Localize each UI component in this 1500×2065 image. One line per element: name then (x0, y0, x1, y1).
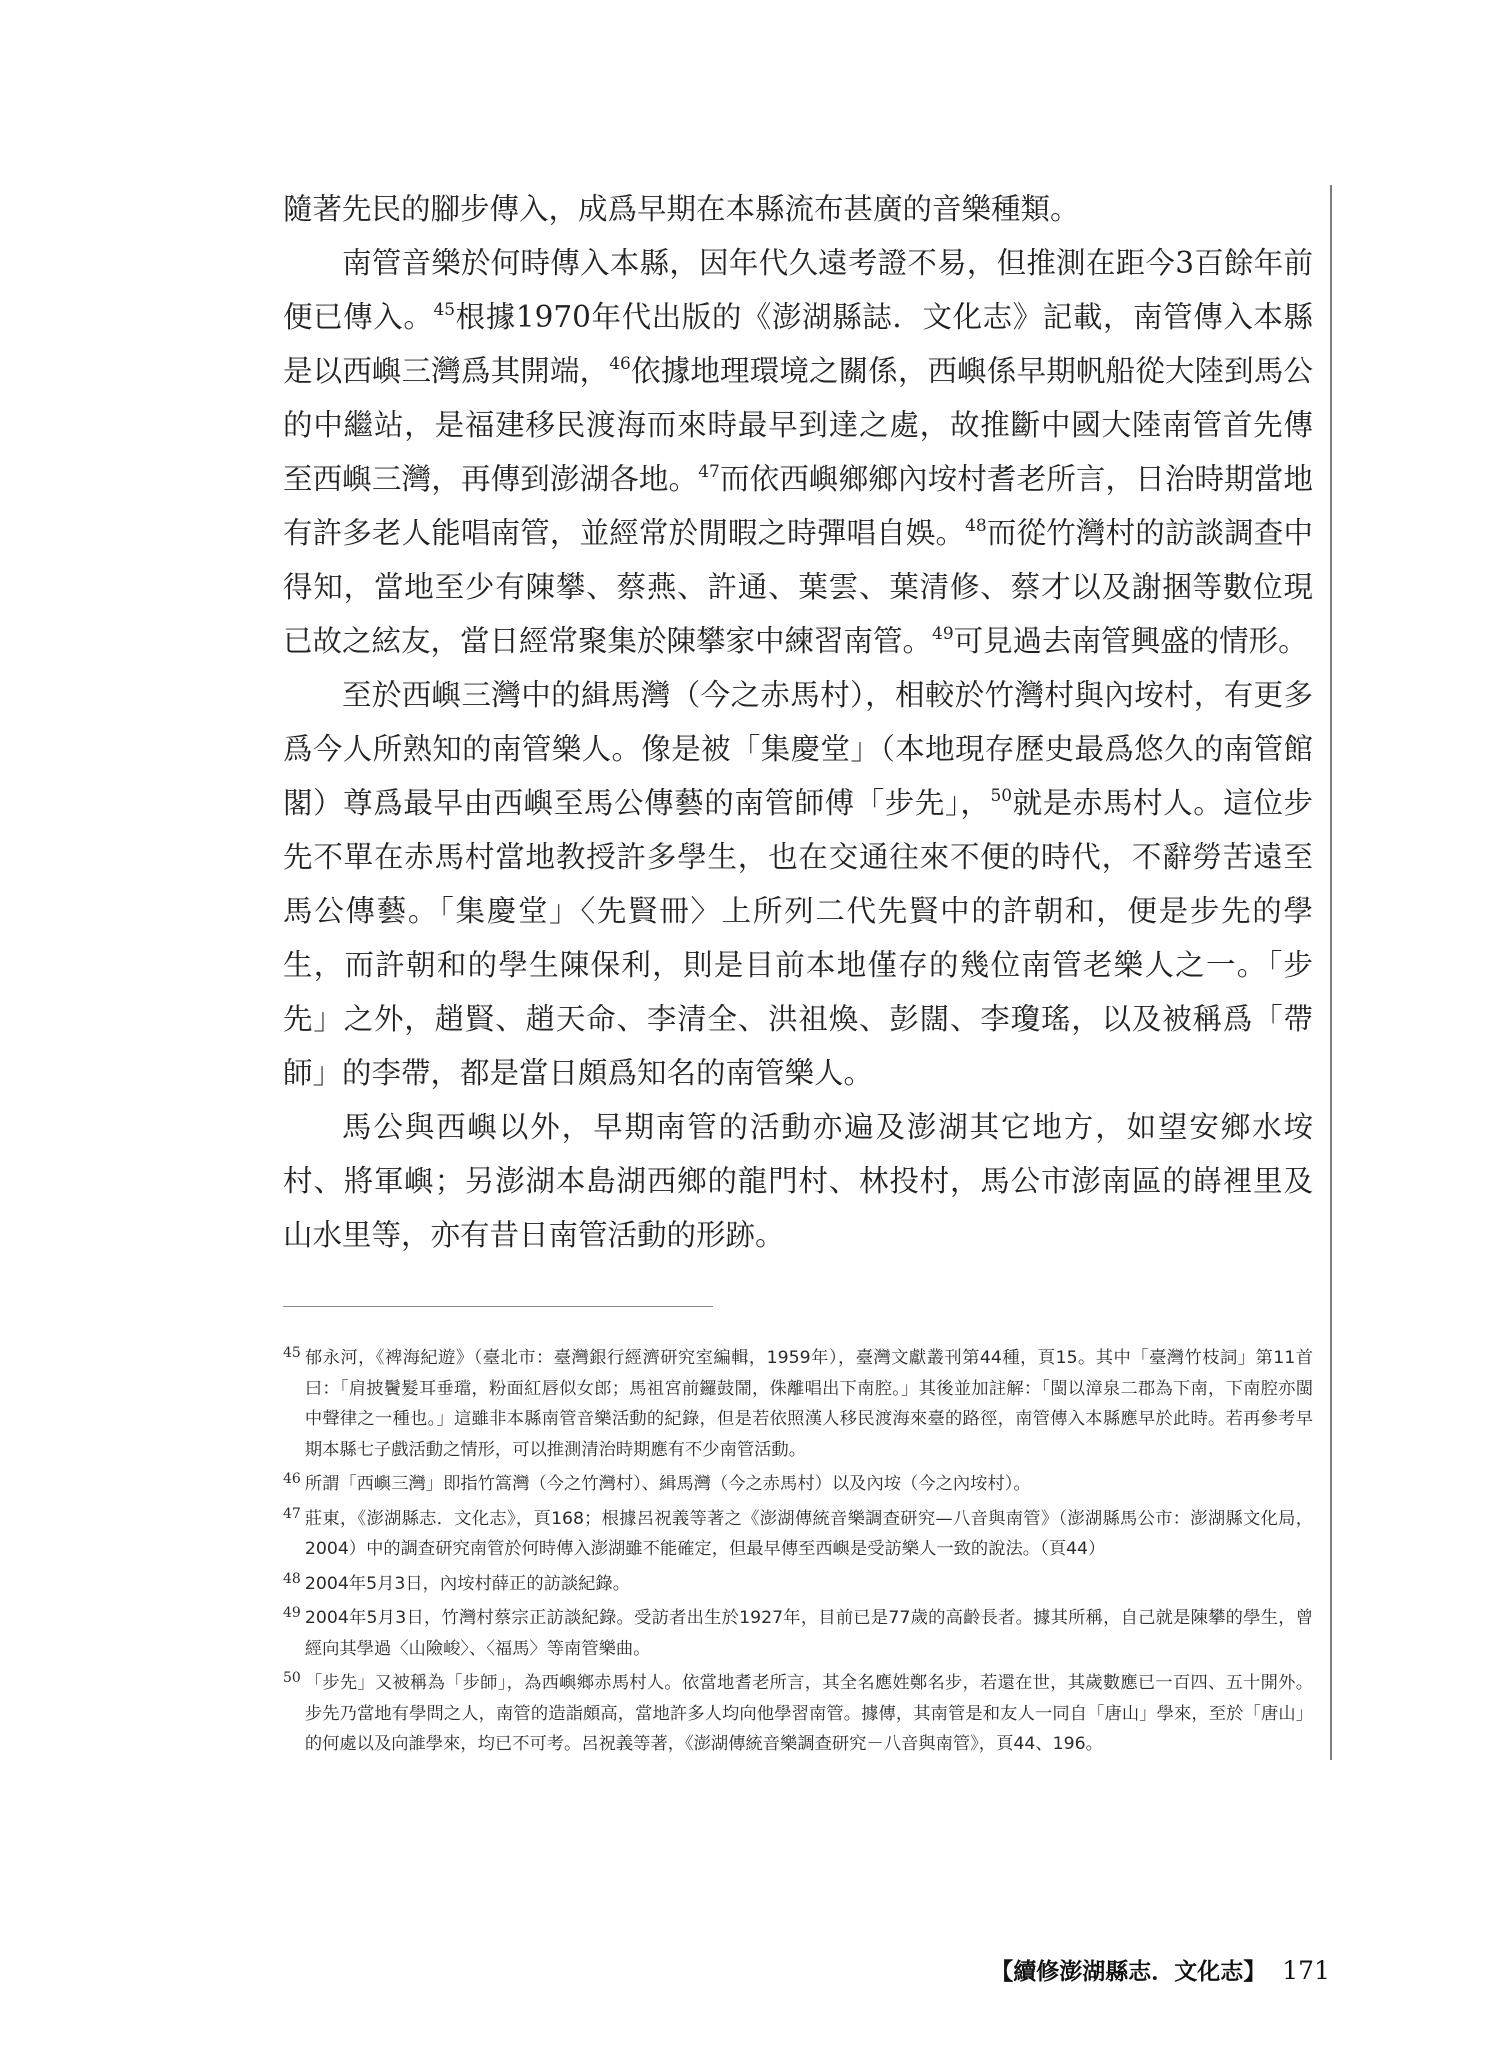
footnote-text: 莊東，《澎湖縣志．文化志》，頁168；根據呂祝義等著之《澎湖傳統音樂調查研究—八音與南管》（澎湖縣馬公市：澎湖縣文化局，2004）中的調查研究南管於何時傳入澎湖雖不能確定，但最早傳至西嶼是受訪樂人一致的說法。（頁44） (304, 1508, 1313, 1559)
footnote-number: 45 (283, 1345, 301, 1361)
footnote-text: 2004年5月3日，內垵村薛正的訪談紀錄。 (304, 1573, 631, 1594)
footnote-number: 47 (283, 1505, 301, 1522)
footnote-number: 49 (283, 1605, 301, 1621)
footnote-text: 所謂「西嶼三灣」即指竹篙灣（今之竹灣村）、緝馬灣（今之赤馬村）以及內垵（今之內垵村）。 (304, 1474, 1031, 1494)
paragraph-3: 至於西嶼三灣中的緝馬灣（今之赤馬村），相較於竹灣村與內垵村，有更多爲今人所熟知的南管樂人。像是被「集慶堂」（本地現存歷史最爲悠久的南管館閣）尊爲最早由西嶼至馬公傳藝的南管師傅「步先」，$^{50}$就是赤馬村人。這位步先不單在赤馬村當地教授許多學生，也在交通往來不便的時代，不辭勞苦遠至馬公傳藝。「集慶堂」〈先賢冊〉上所列二代先賢中的許朝和，便是步先的學生，而許朝和的學生陳保利，則是目前本地僅存的幾位南管老樂人之一。「步先」之外，趙賢、趙天命、李清全、洪祖煥、彭闊、李瓊瑤，以及被稱爲「帶師」的李帶，都是當日頗爲知名的南管樂人。 (283, 678, 1313, 1090)
footnote-ref-49[interactable]: 49 (932, 624, 954, 644)
footnote-ref-46[interactable]: 46 (609, 354, 631, 374)
paragraph-4: 馬公與西嶼以外，早期南管的活動亦遍及澎湖其它地方，如望安鄉水垵村、將軍嶼；另澎湖本島湖西鄉的龍門村、林投村，馬公市澎南區的嵵裡里及山水里等，亦有昔日南管活動的形跡。 (283, 1110, 1313, 1252)
paragraph-2: 南管音樂於何時傳入本縣，因年代久遠考證不易，但推測在距今3百餘年前便已傳入。$^{45}$根據1970年代出版的《澎湖縣誌．文化志》記載，南管傳入本縣是以西嶼三灣爲其開端，$^{46}$依據地理環境之關係，西嶼係早期帆船從大陸到馬公的中繼站，是福建移民渡海而來時最早到達之處，故推斷中國大陸南管首先傳至西嶼三灣，再傳到澎湖各地。$^{47}$而依西嶼鄉鄉內垵村耆老所言，日治時期當地有許多老人能唱南管，並經常於閒暇之時彈唱自娛。$^{48}$而從竹灣村的訪談調查中得知，當地至少有陳攀、蔡燕、許通、葉雲、葉清修、蔡才以及謝捆等數位現已故之絃友，當日經常聚集於陳攀家中練習南管。$^{49}$可見過去南管興盛的情形。 (283, 246, 1313, 658)
footnote-ref-47[interactable]: 47 (698, 462, 720, 482)
footnote-47 (283, 1504, 1313, 1565)
footnote-49 (283, 1603, 1313, 1664)
main-text (283, 182, 1313, 1262)
footnotes (283, 1343, 1313, 1764)
footnote-text: 「步先」又被稱為「步師」，為西嶼鄉赤馬村人。依當地耆老所言，其全名應姓鄭名步，若還在世，其歲數應已一百四、五十開外。步先乃當地有學問之人，南管的造詣頗高，當地許多人均向他學習南管。據傳，其南管是和友人一同自「唐山」學來，至於「唐山」的何處以及向誰學來，均已不可考。呂祝義等著，《澎湖傳統音樂調查研究－八音與南管》，頁44、196。 (304, 1673, 1313, 1754)
footnote-number: 48 (283, 1570, 301, 1587)
footnote-48 (283, 1569, 1313, 1600)
footnote-text: 2004年5月3日，竹灣村蔡宗正訪談紀錄。受訪者出生於1927年，目前已是77歲的高齡長者。據其所稱，自己就是陳攀的學生，曾經向其學過〈山險峻〉、〈福馬〉等南管樂曲。 (304, 1608, 1313, 1659)
footnote-ref-48[interactable]: 48 (965, 516, 987, 536)
running-title: 【續修澎湖縣志．文化志】 (990, 1958, 1267, 1985)
footnote-ref-45[interactable]: 45 (433, 300, 456, 320)
paragraph-1: 隨著先民的腳步傳入，成爲早期在本縣流布甚廣的音樂種類。 (283, 192, 1080, 226)
footnote-text: 郁永河，《裨海紀遊》（臺北市：臺灣銀行經濟研究室編輯，1959年），臺灣文獻叢刊第44種，頁15。其中「臺灣竹枝詞」第11首曰：「肩披鬢髮耳垂璫，粉面紅唇似女郎；馬祖宮前鑼鼓鬧，侏離唱出下南腔。」其後並加註解：「閩以漳泉二郡為下南，下南腔亦閩中聲律之一種也。」這雖非本縣南管音樂活動的紀錄，但是若依照漢人移民渡海來臺的路徑，南管傳入本縣應早於此時。若再參考早期本縣七子戲活動之情形，可以推測清治時期應有不少南管活動。 (304, 1348, 1313, 1460)
footnote-separator (283, 1306, 713, 1307)
footnote-50 (283, 1668, 1313, 1760)
footnote-45 (283, 1343, 1313, 1465)
footnote-ref-50[interactable]: 50 (990, 786, 1013, 806)
footnote-46 (283, 1469, 1313, 1500)
page-number: 171 (1282, 1956, 1330, 1985)
page-footer (990, 1953, 1330, 1986)
margin-rule (1330, 185, 1332, 1760)
footnote-number: 46 (283, 1471, 301, 1487)
footnote-number: 50 (283, 1670, 301, 1686)
